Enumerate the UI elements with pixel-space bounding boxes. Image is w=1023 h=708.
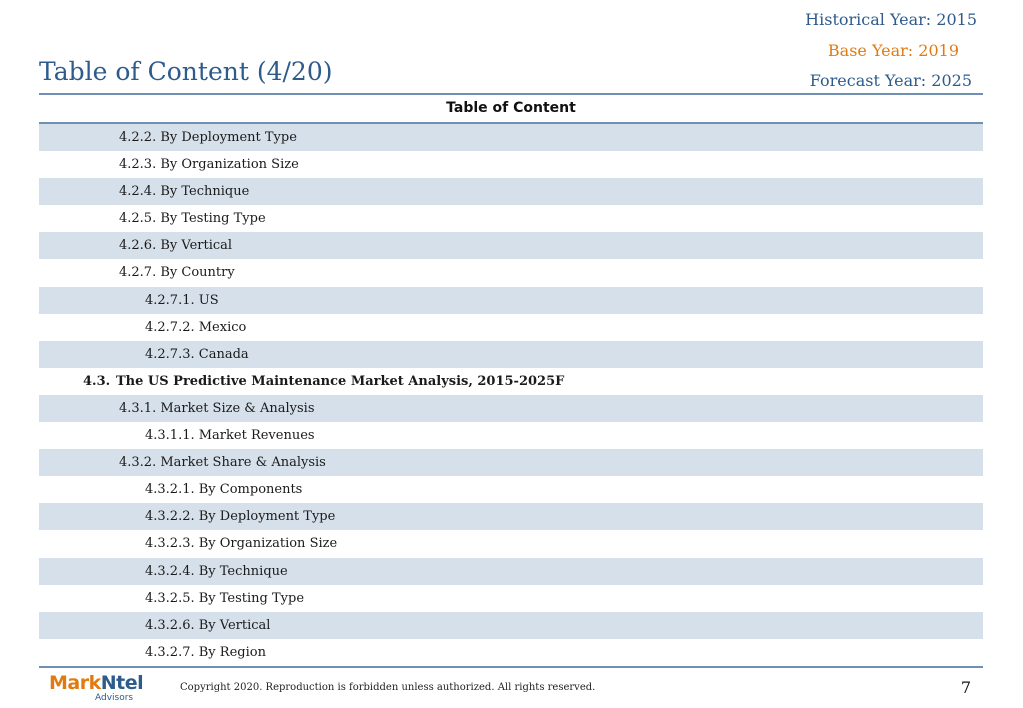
toc-table	[39, 93, 983, 668]
toc-row	[39, 585, 983, 612]
toc-row	[39, 422, 983, 449]
toc-row	[39, 124, 983, 151]
toc-row-label: 4.2.5. By Testing Type	[119, 211, 266, 227]
toc-row-label: 4.2.7. By Country	[119, 265, 235, 281]
toc-bottom-rule	[39, 666, 983, 668]
toc-row	[39, 287, 983, 314]
toc-row-label: 4.2.2. By Deployment Type	[119, 130, 297, 145]
toc-rows	[39, 124, 983, 666]
toc-row-label: 4.3.2.7. By Region	[145, 644, 266, 660]
toc-row-label: 4.3.2.2. By Deployment Type	[145, 509, 336, 525]
forecast-year: Forecast Year: 2025	[809, 71, 972, 90]
toc-row	[39, 178, 983, 205]
toc-row	[39, 639, 983, 666]
toc-row-label: 4.3.1.1. Market Revenues	[145, 428, 315, 444]
historical-year: Historical Year: 2015	[805, 10, 977, 29]
toc-row-label: 4.3.2.4. By Technique	[145, 563, 288, 579]
toc-row-label: 4.2.4. By Technique	[119, 184, 250, 200]
toc-heading: Table of Content	[39, 95, 983, 124]
toc-row-label: 4.3.2.3. By Organization Size	[145, 536, 338, 552]
base-year: Base Year: 2019	[827, 41, 959, 60]
toc-row	[39, 395, 983, 422]
toc-row	[39, 151, 983, 178]
toc-row-label: 4.3.2. Market Share & Analysis	[119, 455, 326, 471]
toc-row	[39, 612, 983, 639]
logo-ntel-text: Ntel	[100, 672, 144, 694]
logo-mark-text: Mark	[49, 672, 101, 694]
toc-row-label: 4.2.7.3. Canada	[145, 346, 249, 362]
toc-row	[39, 259, 983, 286]
toc-row	[39, 476, 983, 503]
toc-row-number: 4.3.	[83, 373, 111, 389]
toc-row-label: 4.3.2.6. By Vertical	[145, 617, 271, 633]
toc-row-label: 4.3.2.1. By Components	[145, 482, 303, 498]
markntel-logo	[49, 672, 144, 703]
toc-row	[39, 232, 983, 259]
toc-row-label: 4.2.3. By Organization Size	[119, 157, 299, 173]
toc-row-label: 4.3.2.5. By Testing Type	[145, 590, 305, 606]
copyright-text: Copyright 2020. Reproduction is forbidden unless authorized. All rights reserved.	[180, 682, 596, 693]
toc-row	[39, 530, 983, 557]
toc-row-label: 4.3.1. Market Size & Analysis	[119, 400, 315, 416]
toc-row	[39, 558, 983, 585]
toc-row	[39, 368, 983, 395]
page-title: Table of Content (4/20)	[39, 57, 333, 86]
toc-row	[39, 205, 983, 232]
toc-row	[39, 314, 983, 341]
page-number: 7	[960, 678, 971, 697]
toc-row	[39, 503, 983, 530]
toc-row	[39, 341, 983, 368]
toc-row-label: The US Predictive Maintenance Market Analysis, 2015-2025F	[116, 373, 565, 389]
logo-advisors-text: Advisors	[95, 693, 134, 703]
toc-row-label: 4.2.7.2. Mexico	[145, 319, 247, 335]
toc-row	[39, 449, 983, 476]
toc-row-label: 4.2.7.1. US	[145, 292, 219, 308]
toc-row-label: 4.2.6. By Vertical	[119, 238, 233, 254]
